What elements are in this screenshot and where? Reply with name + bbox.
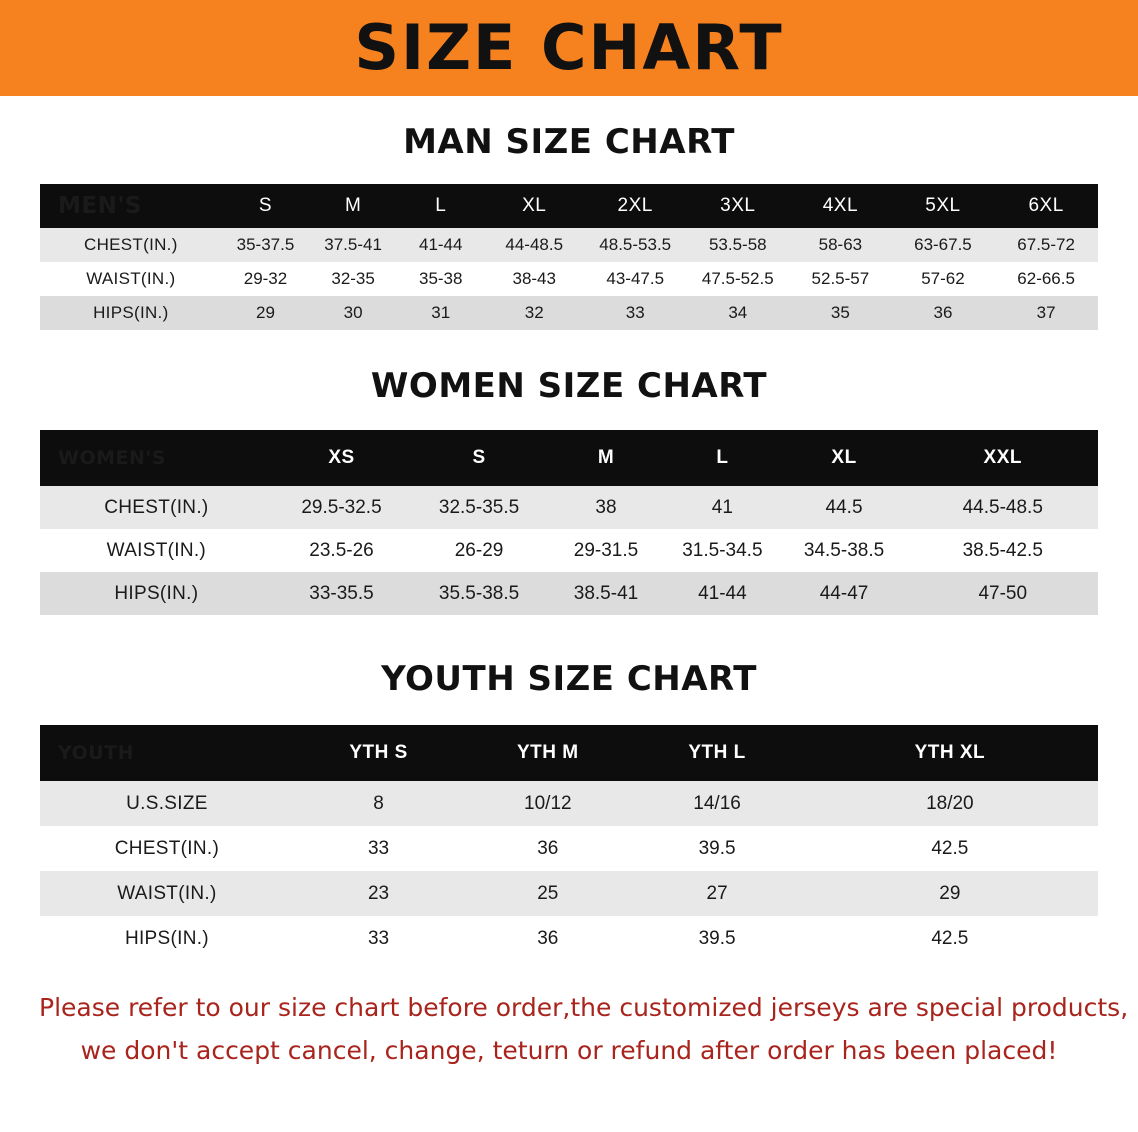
men-row-label-waist: WAIST(IN.) xyxy=(86,269,176,288)
men-hips-3xl: 34 xyxy=(728,303,748,322)
youth-row-label-ussize: U.S.SIZE xyxy=(126,792,208,814)
table-row xyxy=(40,296,1098,330)
men-chest-3xl: 53.5-58 xyxy=(708,235,767,254)
women-chest-xxl: 44.5-48.5 xyxy=(962,496,1043,518)
policy-note xyxy=(39,987,1129,1072)
youth-hips-m: 36 xyxy=(463,916,632,961)
men-row-label-chest: CHEST(IN.) xyxy=(84,235,178,254)
youth-ussize-m: 10/12 xyxy=(524,792,572,814)
women-hips-xl: 44-47 xyxy=(819,582,869,604)
men-hips-l: 31 xyxy=(431,303,451,322)
page-title: SIZE CHART xyxy=(354,11,784,84)
table-row xyxy=(40,572,1098,615)
men-header-label: MEN'S xyxy=(40,184,222,228)
men-chest-4xl: 58-63 xyxy=(818,235,863,254)
youth-size-l: YTH L xyxy=(632,725,801,781)
youth-waist-xl: 29 xyxy=(939,882,961,904)
women-size-xs: XS xyxy=(273,430,411,486)
men-size-6xl: 6XL xyxy=(994,184,1098,228)
youth-hips-s: 33 xyxy=(294,916,463,961)
men-hips-m: 30 xyxy=(343,303,363,322)
men-size-4xl: 4XL xyxy=(789,184,892,228)
women-size-l: L xyxy=(664,430,780,486)
youth-header-label: YOUTH xyxy=(40,725,294,781)
youth-size-xl: YTH XL xyxy=(802,725,1098,781)
women-hips-xxl: 47-50 xyxy=(978,582,1028,604)
women-header-row xyxy=(40,430,1098,486)
size-chart-banner xyxy=(0,0,1138,96)
youth-header-row xyxy=(40,725,1098,781)
youth-ussize-l: 14/16 xyxy=(693,792,741,814)
women-size-xl: XL xyxy=(781,430,908,486)
youth-table-wrap xyxy=(40,725,1098,961)
women-chest-s: 32.5-35.5 xyxy=(438,496,520,518)
men-chest-2xl: 48.5-53.5 xyxy=(599,235,672,254)
women-section-title: WOMEN SIZE CHART xyxy=(370,366,768,406)
youth-hips-l: 39.5 xyxy=(632,916,801,961)
women-waist-xl: 34.5-38.5 xyxy=(803,539,885,561)
men-waist-6xl: 62-66.5 xyxy=(1017,269,1075,288)
women-size-m: M xyxy=(548,430,664,486)
table-row xyxy=(40,228,1098,262)
women-row-label-chest: CHEST(IN.) xyxy=(104,496,209,518)
women-size-table xyxy=(40,430,1098,615)
policy-note-line-1: Please refer to our size chart before order,the customized jerseys are special products, xyxy=(39,993,1129,1022)
women-size-s: S xyxy=(410,430,548,486)
men-chest-l: 41-44 xyxy=(418,235,463,254)
women-table-wrap xyxy=(40,430,1098,615)
youth-chest-l: 39.5 xyxy=(632,826,801,871)
men-chest-s: 35-37.5 xyxy=(236,235,295,254)
men-hips-xl: 32 xyxy=(524,303,544,322)
youth-waist-l: 27 xyxy=(706,882,728,904)
youth-size-s: YTH S xyxy=(294,725,463,781)
women-waist-m: 29-31.5 xyxy=(573,539,639,561)
women-chest-xs: 29.5-32.5 xyxy=(301,496,382,518)
youth-waist-m: 25 xyxy=(537,882,559,904)
youth-chest-m: 36 xyxy=(463,826,632,871)
men-size-xl: XL xyxy=(485,184,584,228)
women-header-label: WOMEN'S xyxy=(40,430,273,486)
men-waist-xl: 38-43 xyxy=(512,269,556,288)
women-chest-m: 38 xyxy=(595,496,617,518)
youth-waist-s: 23 xyxy=(367,882,390,904)
men-size-2xl: 2XL xyxy=(584,184,687,228)
men-waist-m: 32-35 xyxy=(331,269,375,288)
youth-size-table xyxy=(40,725,1098,961)
women-size-xxl: XXL xyxy=(908,430,1098,486)
women-row-label-waist: WAIST(IN.) xyxy=(106,539,207,561)
youth-row-label-chest: CHEST(IN.) xyxy=(40,826,294,871)
women-hips-l: 41-44 xyxy=(698,582,747,604)
men-size-l: L xyxy=(397,184,485,228)
youth-section-title: YOUTH SIZE CHART xyxy=(381,659,757,699)
men-row-label-hips: HIPS(IN.) xyxy=(93,303,169,322)
youth-size-m: YTH M xyxy=(463,725,632,781)
women-row-label-hips: HIPS(IN.) xyxy=(114,582,199,604)
table-row xyxy=(40,262,1098,296)
men-size-m: M xyxy=(309,184,397,228)
youth-row-label-hips: HIPS(IN.) xyxy=(40,916,294,961)
men-hips-6xl: 37 xyxy=(1036,303,1056,322)
youth-row-label-waist: WAIST(IN.) xyxy=(117,882,217,904)
women-waist-xxl: 38.5-42.5 xyxy=(962,539,1043,561)
men-hips-5xl: 36 xyxy=(933,303,953,322)
men-size-3xl: 3XL xyxy=(687,184,790,228)
women-chest-l: 41 xyxy=(711,496,733,518)
men-waist-4xl: 52.5-57 xyxy=(811,269,870,288)
women-hips-xs: 33-35.5 xyxy=(309,582,374,604)
youth-ussize-s: 8 xyxy=(373,792,384,814)
men-waist-2xl: 43-47.5 xyxy=(606,269,665,288)
men-chest-m: 37.5-41 xyxy=(324,235,382,254)
table-row xyxy=(40,781,1098,826)
table-row xyxy=(40,529,1098,572)
youth-hips-xl: 42.5 xyxy=(802,916,1098,961)
table-row xyxy=(40,826,1098,871)
women-waist-xs: 23.5-26 xyxy=(309,539,374,561)
men-chest-6xl: 67.5-72 xyxy=(1017,235,1075,254)
women-hips-s: 35.5-38.5 xyxy=(438,582,520,604)
men-table-wrap xyxy=(40,184,1098,330)
women-waist-s: 26-29 xyxy=(454,539,504,561)
men-size-table xyxy=(40,184,1098,330)
men-chest-5xl: 63-67.5 xyxy=(914,235,972,254)
table-row xyxy=(40,916,1098,961)
men-waist-s: 29-32 xyxy=(243,269,288,288)
women-chest-xl: 44.5 xyxy=(825,496,863,518)
men-hips-s: 29 xyxy=(256,303,275,322)
men-hips-2xl: 33 xyxy=(625,303,645,322)
youth-chest-xl: 42.5 xyxy=(802,826,1098,871)
men-waist-l: 35-38 xyxy=(418,269,463,288)
men-size-5xl: 5XL xyxy=(892,184,995,228)
men-size-s: S xyxy=(222,184,310,228)
women-waist-l: 31.5-34.5 xyxy=(682,539,763,561)
men-header-row xyxy=(40,184,1098,228)
men-waist-3xl: 47.5-52.5 xyxy=(701,269,774,288)
men-hips-4xl: 35 xyxy=(830,303,850,322)
table-row xyxy=(40,486,1098,529)
table-row xyxy=(40,871,1098,916)
policy-note-line-2: we don't accept cancel, change, teturn or refund after order has been placed! xyxy=(80,1035,1058,1065)
men-waist-5xl: 57-62 xyxy=(921,269,965,288)
men-section-title: MAN SIZE CHART xyxy=(403,122,735,162)
men-chest-xl: 44-48.5 xyxy=(505,235,564,254)
youth-chest-s: 33 xyxy=(294,826,463,871)
women-hips-m: 38.5-41 xyxy=(573,582,639,604)
youth-ussize-xl: 18/20 xyxy=(926,792,974,814)
